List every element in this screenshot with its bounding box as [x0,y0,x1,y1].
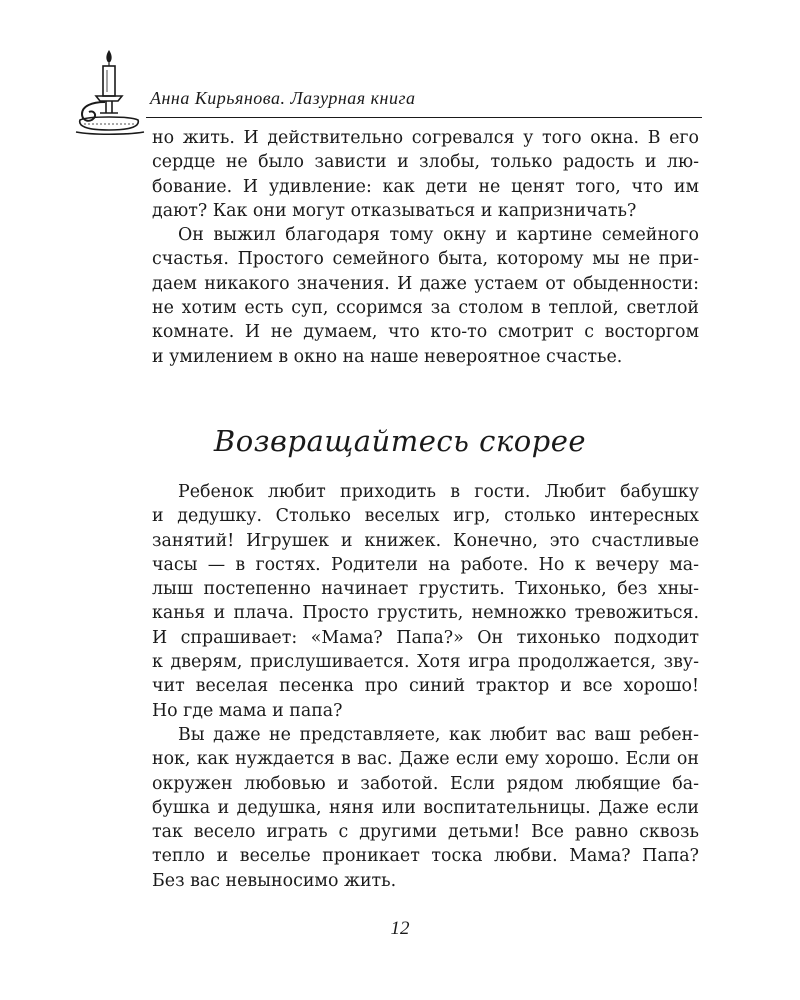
text-line: к дверям, прислушивается. Хотя игра продолжается, зву- [152,652,699,673]
paragraph [152,480,699,723]
text-line: нок, как нуждается в вас. Даже если ему хорошо. Если он [152,749,699,770]
text-line: Он выжил благодаря тому окну и картине семейного [178,225,699,246]
text-line: но жить. И действительно согревался у того окна. В его [152,128,699,148]
text-line: Ребенок любит приходить в гости. Любит бабушку [178,482,699,502]
text-line: и дедушку. Столько веселых игр, столько интересных [152,506,699,527]
text-line: И спрашивает: «Мама? Папа?» Он тихонько подходит [152,627,699,648]
running-title: Анна Кирьянова. Лазурная книга [150,88,416,108]
bottom-text-block [152,480,699,893]
page-number: 12 [390,918,410,939]
text-line: Вы даже не представляете, как любит вас ваш ребен- [178,724,699,745]
section-title: Возвращайтесь скорее [213,424,587,458]
text-line: комнате. И не думаем, что кто-то смотрит с восторгом [152,322,699,343]
top-text-block [152,126,699,369]
text-line: лыш постепенно начинает грустить. Тихонько, без хны- [152,579,699,600]
text-line: и умилением в окно на наше невероятное счастье. [152,346,623,367]
text-line: сердце не было зависти и злобы, только радость и лю- [152,152,699,173]
text-line: бование. И удивление: как дети не ценят того, что им [152,176,699,197]
text-line: счастья. Простого семейного быта, которому мы не при- [152,249,699,270]
text-line: так весело играть с другими детьми! Все равно сквозь [152,822,699,843]
text-line: окружен любовью и заботой. Если рядом любящие ба- [152,773,699,794]
paragraph [152,223,699,369]
text-line: бушка и дедушка, няня или воспитательницы. Даже если [152,797,699,818]
text-line: канья и плача. Просто грустить, немножко тревожиться. [152,603,699,624]
text-line: чит веселая песенка про синий трактор и все хорошо! [152,676,699,697]
paragraph [152,126,699,223]
header-rule [146,117,702,118]
text-line: занятий! Игрушек и книжек. Конечно, это счастливые [152,530,699,551]
text-line: не хотим есть суп, ссоримся за столом в теплой, светлой [152,298,699,319]
text-line: тепло и веселье проникает тоска любви. Мама? Папа? [152,846,699,867]
paragraph [152,723,699,893]
candle-holder-icon [72,46,152,138]
text-line: часы — в гостях. Родители на работе. Но к вечеру ма- [152,554,699,575]
text-line: Без вас невыносимо жить. [152,870,397,891]
text-line: Но где мама и папа? [152,700,343,721]
text-line: дают? Как они могут отказываться и капризничать? [152,200,637,221]
text-line: даем никакого значения. И даже устаем от обыденности: [152,273,699,294]
